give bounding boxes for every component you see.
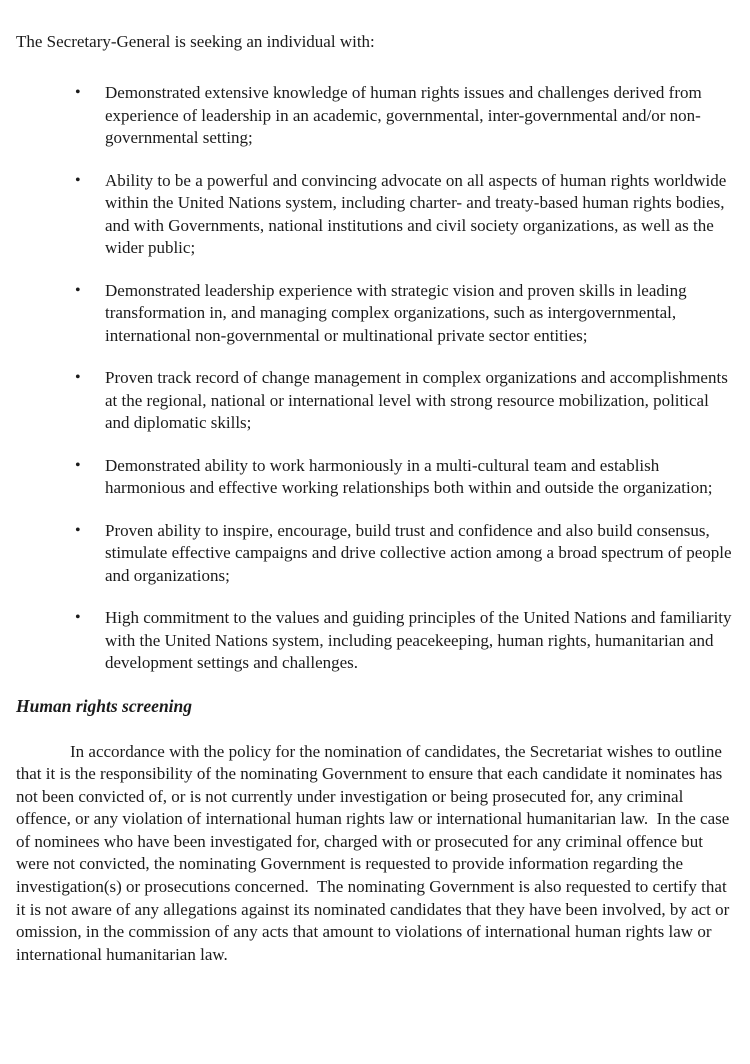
list-item-text: Demonstrated extensive knowledge of human rights issues and challenges derived from experience of leadership in an academic, governmental, inter-governmental and/or non-governmental setting; bbox=[105, 83, 702, 147]
list-item-text: Demonstrated ability to work harmoniously in a multi-cultural team and establish harmonious and effective working relationships both within and outside the organization; bbox=[105, 455, 713, 497]
bullet-icon: • bbox=[75, 521, 81, 539]
list-item-text: High commitment to the values and guiding principles of the United Nations and familiarity with the United Nations system, including peacekeeping, human rights, humanitarian and development settings and challenges. bbox=[105, 608, 732, 672]
bullet-icon: • bbox=[75, 171, 81, 189]
list-item-text: Proven track record of change management in complex organizations and accomplishments at the regional, national or international level with strong resource mobilization, political and diplomatic skills; bbox=[105, 368, 728, 432]
bullet-icon: • bbox=[75, 369, 81, 386]
bullet-icon: • bbox=[75, 281, 81, 299]
bullet-icon: • bbox=[75, 84, 81, 101]
list-item bbox=[75, 367, 734, 435]
section-heading: Human rights screening bbox=[16, 695, 193, 716]
list-item-text: Proven ability to inspire, encourage, build trust and confidence and also build consensus, stimulate effective campaigns and drive collective action among a broad spectrum of people and organizations; bbox=[105, 520, 732, 585]
list-item bbox=[75, 82, 734, 150]
list-item bbox=[75, 607, 734, 675]
qualifications-list bbox=[16, 82, 740, 675]
screening-paragraph: In accordance with the policy for the nomination of candidates, the Secretariat wishes to outline that it is the responsibility of the nominating Government to ensure that each candidate it nominates has not been convicted of, or is not currently under investigation or being prosecuted for, any criminal offence, or any violation of international human rights law or international humanitarian law. In the case of nominees who have been investigated for, charged with or prosecuted for any criminal offence but were not convicted, the nominating Government is requested to provide information regarding the investigation(s) or prosecutions concerned. The nominating Government is also requested to certify that it is not aware of any allegations against its nominated candidates that they have been involved, by act or omission, in the commission of any acts that amount to violations of international human rights law or international humanitarian law. bbox=[16, 741, 734, 964]
list-item-text: Demonstrated leadership experience with strategic vision and proven skills in leading transformation in, and managing complex organizations, such as intergovernmental, international non-governmental or multinational private sector entities; bbox=[105, 280, 687, 345]
list-item bbox=[75, 170, 734, 260]
list-item bbox=[75, 455, 734, 500]
list-item-text: Ability to be a powerful and convincing advocate on all aspects of human rights worldwide within the United Nations system, including charter- and treaty-based human rights bodies, and with Governments, national institutions and civil society organizations, as well as the wider public; bbox=[105, 170, 727, 257]
list-item bbox=[75, 520, 734, 588]
bullet-icon: • bbox=[75, 609, 81, 626]
list-item bbox=[75, 280, 734, 348]
bullet-icon: • bbox=[75, 456, 81, 474]
intro-line: The Secretary-General is seeking an individual with: bbox=[16, 32, 375, 51]
